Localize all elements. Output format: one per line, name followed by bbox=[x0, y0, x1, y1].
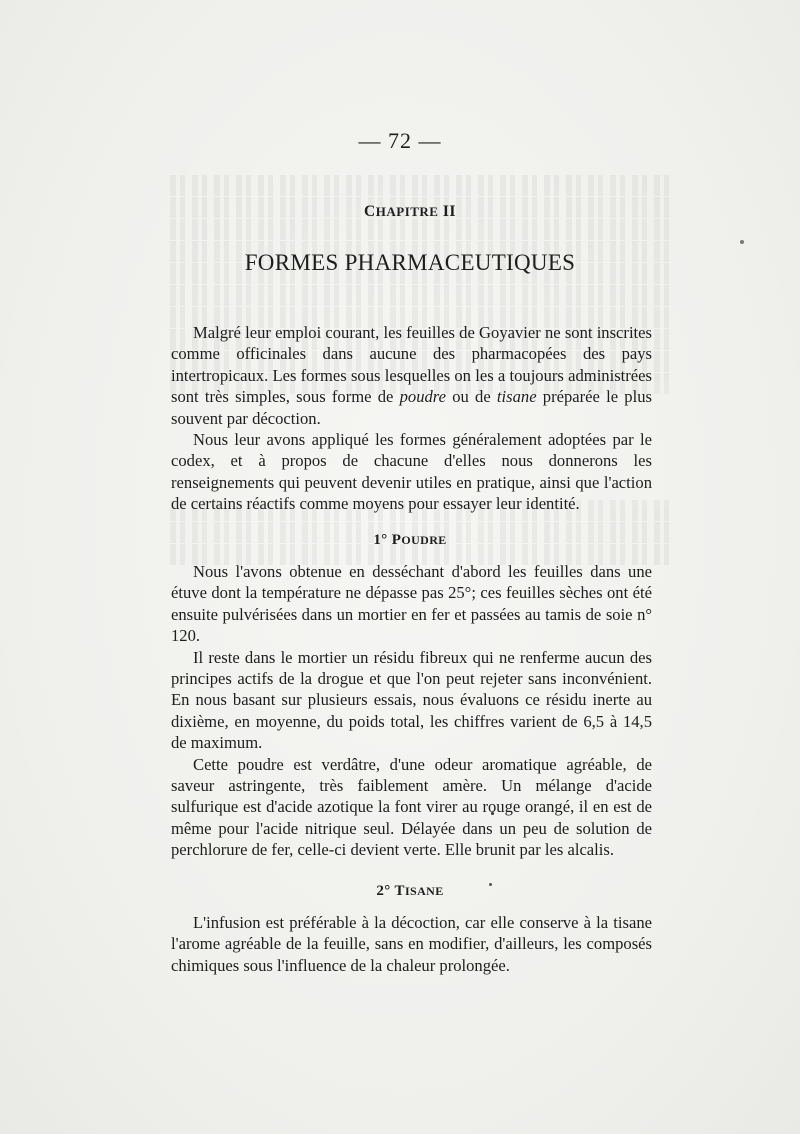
section-number: 2° bbox=[376, 883, 395, 899]
section-heading-smallcaps: OUDRE bbox=[401, 533, 447, 547]
paragraph-text: ou de bbox=[446, 387, 497, 407]
section-heading-initial: T bbox=[394, 883, 405, 899]
paragraph-text: Malgré leur emploi courant, les feuilles de Goyavier ne sont inscrites comme officinales dans aucune des pharmacopées des pays intertropicaux. Les formes sous lesquelles on les a toujours administrées sont très simples, sous forme de bbox=[171, 323, 652, 407]
chapter-title: FORMES PHARMACEUTIQUES bbox=[244, 250, 576, 275]
paragraph: L'infusion est préférable à la décoction, car elle conserve à la tisane l'arome agréable de la feuille, sans en modifier, d'ailleurs, les composés chimiques sous l'influence de la chaleur prolongée. bbox=[171, 913, 652, 975]
paragraph: Il reste dans le mortier un résidu fibreux qui ne renferme aucun des principes actifs de la drogue et que l'on peut rejeter sans inconvénient. En nous basant sur plusieurs essais, nous évaluons ce résidu inerte au dixième, en moyenne, du poids total, les chiffres varient de 6,5 à 14,5 de maximum. bbox=[171, 647, 652, 753]
poudre-section bbox=[171, 561, 652, 861]
chapter-heading-initial: C bbox=[364, 203, 376, 220]
paper-speck bbox=[740, 240, 744, 244]
paragraph: Cette poudre est verdâtre, d'une odeur aromatique agréable, de saveur astringente, très faiblement amère. Un mélange d'acide sulfurique est d'acide azotique la font virer au rouge orangé, il en est de même pour l'acide nitrique seul. Délayée dans un peu de solution de perchlorure de fer, celle-ci devient verte. Elle brunit par les alcalis. bbox=[171, 754, 652, 860]
paragraph: Nous leur avons appliqué les formes généralement adoptées par le codex, et à propos de chacune d'elles nous donnerons les renseignements qui peuvent devenir utiles en pratique, ainsi que l'action de certains réactifs comme moyens pour essayer leur identité. bbox=[171, 430, 652, 514]
italic-term: tisane bbox=[496, 387, 537, 407]
page-number: — 72 — bbox=[358, 128, 442, 153]
section-heading-poudre bbox=[0, 532, 800, 549]
paragraph: Nous l'avons obtenue en desséchant d'abord les feuilles dans une étuve dont la température ne dépasse pas 25°; ces feuilles sèches ont été ensuite pulvérisées dans un mortier en fer et passées au tamis de soie n° 120. bbox=[171, 562, 652, 646]
chapter-heading-smallcaps: HAPITRE bbox=[375, 204, 439, 219]
paragraph-text: préparée le plus souvent par décoction. bbox=[171, 387, 652, 428]
section-number: 1° bbox=[373, 532, 392, 548]
section-heading-smallcaps: ISANE bbox=[404, 884, 444, 898]
section-heading-initial: P bbox=[391, 532, 402, 548]
tisane-section bbox=[171, 912, 652, 976]
italic-term: poudre bbox=[399, 387, 446, 407]
intro-section bbox=[171, 322, 652, 515]
section-heading-tisane bbox=[0, 883, 800, 900]
paragraph bbox=[171, 322, 652, 429]
chapter-number: II bbox=[438, 203, 456, 220]
chapter-heading bbox=[0, 203, 800, 221]
